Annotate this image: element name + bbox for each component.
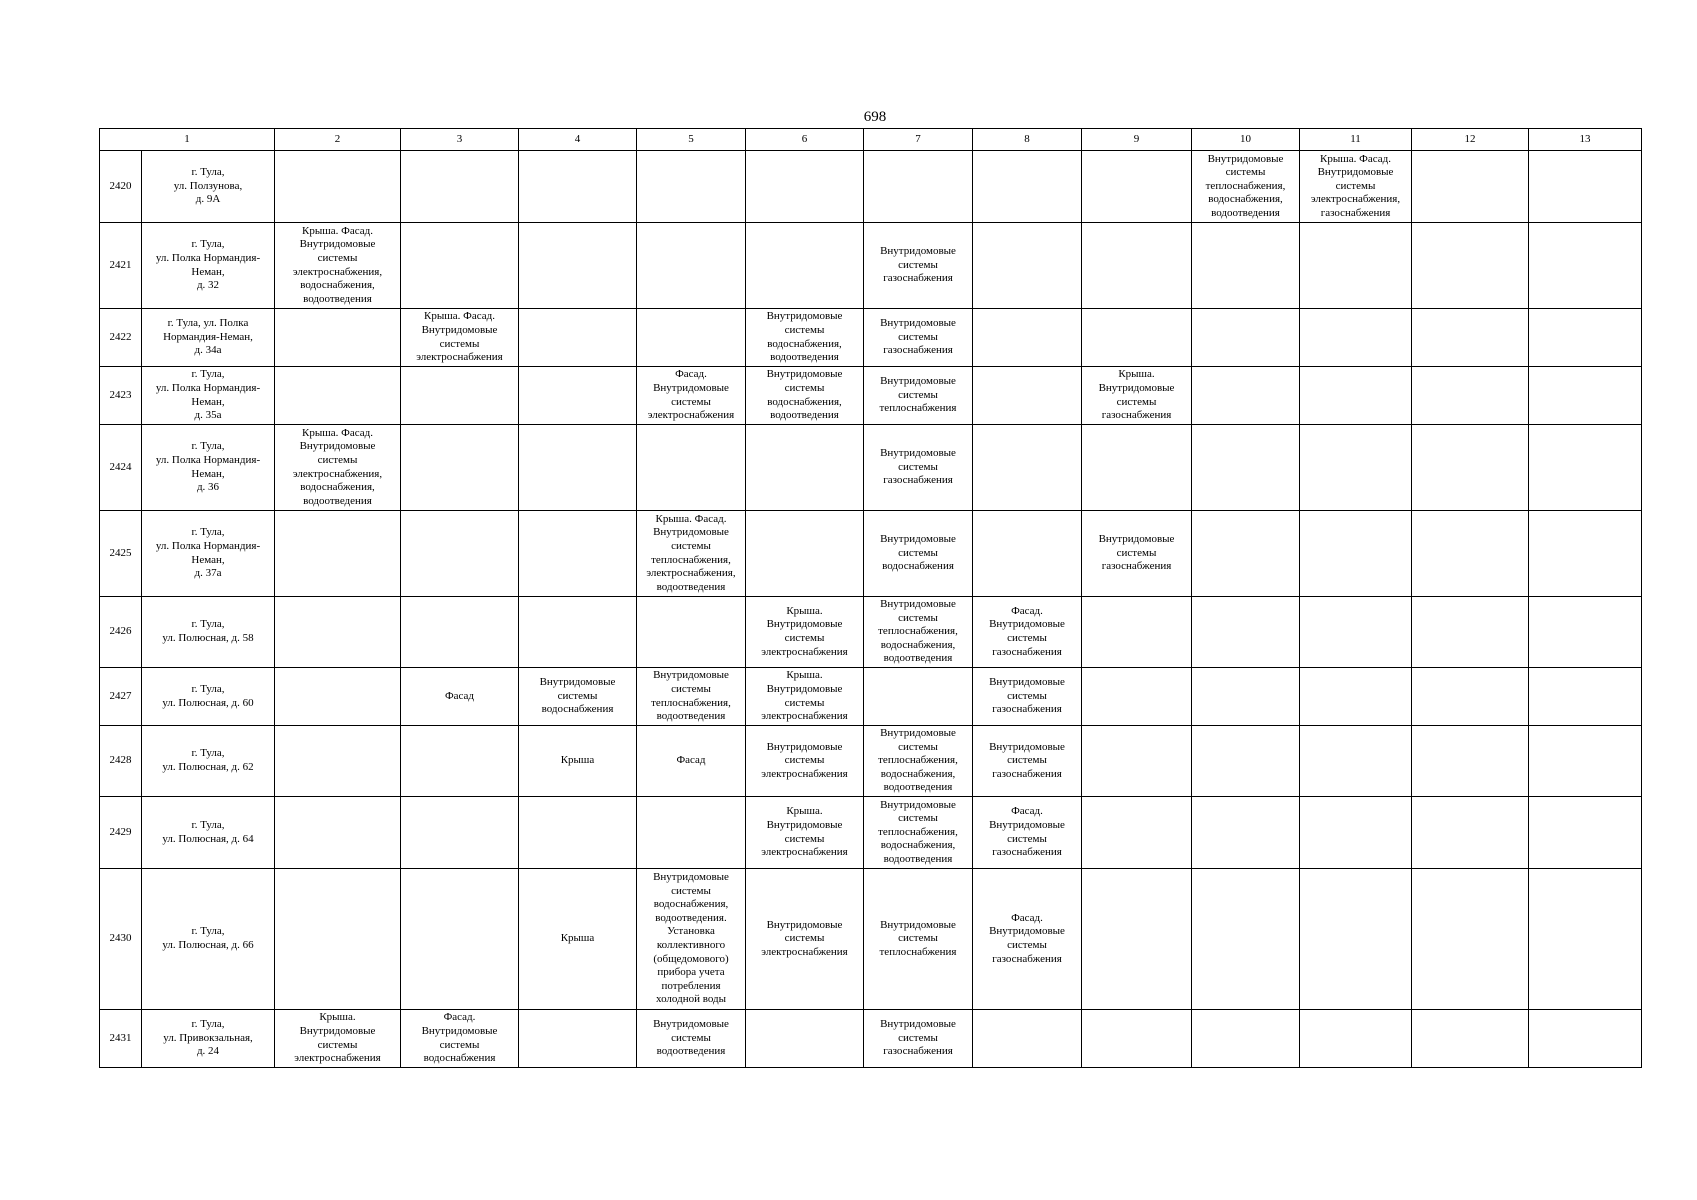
work-type-cell: Внутридомовые системы теплоснабжения (864, 869, 973, 1010)
column-number-header: 6 (746, 129, 864, 151)
table-row (100, 223, 1642, 309)
table-row (100, 797, 1642, 869)
work-type-cell: Крыша. Фасад. Внутридомовые системы электроснабжения, водоснабжения, водоотведения (275, 425, 401, 511)
work-type-cell (1082, 151, 1192, 223)
work-type-cell (637, 797, 746, 869)
work-type-cell (1529, 425, 1642, 511)
work-type-cell (637, 425, 746, 511)
work-type-cell (1529, 668, 1642, 726)
work-type-cell (1192, 1010, 1300, 1068)
work-type-cell (973, 309, 1082, 367)
row-number: 2420 (100, 151, 142, 223)
work-type-cell: Фасад. Внутридомовые системы газоснабжения (973, 597, 1082, 668)
work-type-cell (519, 597, 637, 668)
work-type-cell (1300, 726, 1412, 797)
work-type-cell: Внутридомовые системы газоснабжения (864, 309, 973, 367)
address-cell: г. Тула, ул. Полка Нормандия- Неман, д. 36 (142, 425, 275, 511)
work-type-cell (1192, 223, 1300, 309)
work-type-cell (1192, 309, 1300, 367)
column-number-header: 1 (100, 129, 275, 151)
work-type-cell: Внутридомовые системы газоснабжения (864, 223, 973, 309)
work-type-cell (275, 367, 401, 425)
work-type-cell (275, 869, 401, 1010)
address-cell: г. Тула, ул. Полюсная, д. 64 (142, 797, 275, 869)
work-type-cell (401, 511, 519, 597)
row-number: 2431 (100, 1010, 142, 1068)
work-type-cell (1192, 367, 1300, 425)
work-type-cell (275, 726, 401, 797)
work-type-cell: Внутридомовые системы теплоснабжения (864, 367, 973, 425)
address-cell: г. Тула, ул. Полка Нормандия- Неман, д. 35а (142, 367, 275, 425)
work-type-cell (1412, 511, 1529, 597)
work-type-cell (1300, 1010, 1412, 1068)
work-type-cell: Крыша. Фасад. Внутридомовые системы теплоснабжения, электроснабжения, водоотведения (637, 511, 746, 597)
work-type-cell: Фасад (637, 726, 746, 797)
work-type-cell (1529, 151, 1642, 223)
work-type-cell: Фасад. Внутридомовые системы водоснабжения (401, 1010, 519, 1068)
work-type-cell (1192, 668, 1300, 726)
work-type-cell (1412, 425, 1529, 511)
table-row (100, 597, 1642, 668)
work-type-cell (637, 309, 746, 367)
work-type-cell (1082, 668, 1192, 726)
column-number-header: 10 (1192, 129, 1300, 151)
work-type-cell (1412, 151, 1529, 223)
repair-schedule-table (99, 128, 1642, 1068)
address-cell: г. Тула, ул. Полюсная, д. 62 (142, 726, 275, 797)
work-type-cell (401, 869, 519, 1010)
work-type-cell (1192, 597, 1300, 668)
work-type-cell (1082, 1010, 1192, 1068)
work-type-cell (1300, 223, 1412, 309)
work-type-cell: Крыша. Внутридомовые системы электроснабжения (746, 597, 864, 668)
work-type-cell (401, 367, 519, 425)
work-type-cell (401, 597, 519, 668)
table-row (100, 425, 1642, 511)
work-type-cell: Внутридомовые системы газоснабжения (973, 668, 1082, 726)
work-type-cell: Крыша. Фасад. Внутридомовые системы электроснабжения, водоснабжения, водоотведения (275, 223, 401, 309)
table-body (100, 129, 1642, 1068)
work-type-cell: Внутридомовые системы теплоснабжения, водоснабжения, водоотведения (1192, 151, 1300, 223)
work-type-cell (1300, 309, 1412, 367)
table-row (100, 726, 1642, 797)
address-cell: г. Тула, ул. Полка Нормандия-Неман, д. 34а (142, 309, 275, 367)
work-type-cell (1412, 869, 1529, 1010)
work-type-cell (1412, 367, 1529, 425)
work-type-cell (746, 223, 864, 309)
work-type-cell (1300, 367, 1412, 425)
work-type-cell: Крыша (519, 726, 637, 797)
work-type-cell (1082, 597, 1192, 668)
column-number-header: 13 (1529, 129, 1642, 151)
work-type-cell (1412, 597, 1529, 668)
work-type-cell (1192, 425, 1300, 511)
work-type-cell: Крыша. Внутридомовые системы электроснабжения (746, 668, 864, 726)
work-type-cell: Внутридомовые системы электроснабжения (746, 869, 864, 1010)
work-type-cell: Внутридомовые системы теплоснабжения, водоснабжения, водоотведения (864, 726, 973, 797)
work-type-cell (1412, 223, 1529, 309)
work-type-cell (1300, 597, 1412, 668)
work-type-cell: Фасад (401, 668, 519, 726)
work-type-cell (519, 223, 637, 309)
column-number-header: 5 (637, 129, 746, 151)
row-number: 2430 (100, 869, 142, 1010)
work-type-cell (1192, 797, 1300, 869)
column-number-header-row (100, 129, 1642, 151)
column-number-header: 7 (864, 129, 973, 151)
work-type-cell: Внутридомовые системы газоснабжения (864, 425, 973, 511)
work-type-cell (637, 597, 746, 668)
table-row (100, 367, 1642, 425)
work-type-cell: Внутридомовые системы водоснабжения (864, 511, 973, 597)
work-type-cell (1529, 511, 1642, 597)
work-type-cell: Внутридомовые системы теплоснабжения, водоотведения (637, 668, 746, 726)
work-type-cell (1529, 367, 1642, 425)
work-type-cell (864, 151, 973, 223)
work-type-cell (1192, 511, 1300, 597)
work-type-cell (1082, 425, 1192, 511)
work-type-cell: Внутридомовые системы водоснабжения, водоотведения (746, 367, 864, 425)
work-type-cell (401, 151, 519, 223)
work-type-cell (973, 367, 1082, 425)
column-number-header: 9 (1082, 129, 1192, 151)
work-type-cell (1300, 797, 1412, 869)
work-type-cell (519, 797, 637, 869)
work-type-cell (1412, 726, 1529, 797)
work-type-cell (1529, 309, 1642, 367)
work-type-cell (1082, 223, 1192, 309)
work-type-cell (1412, 309, 1529, 367)
work-type-cell (275, 309, 401, 367)
work-type-cell (1412, 1010, 1529, 1068)
work-type-cell (401, 223, 519, 309)
work-type-cell (1300, 668, 1412, 726)
row-number: 2427 (100, 668, 142, 726)
work-type-cell (1529, 726, 1642, 797)
work-type-cell (864, 668, 973, 726)
work-type-cell: Фасад. Внутридомовые системы газоснабжения (973, 797, 1082, 869)
work-type-cell (1300, 869, 1412, 1010)
work-type-cell (973, 151, 1082, 223)
work-type-cell (519, 425, 637, 511)
work-type-cell: Внутридомовые системы газоснабжения (973, 726, 1082, 797)
work-type-cell (1192, 726, 1300, 797)
work-type-cell (973, 223, 1082, 309)
work-type-cell (1529, 797, 1642, 869)
work-type-cell: Внутридомовые системы теплоснабжения, водоснабжения, водоотведения (864, 597, 973, 668)
page-number: 698 (863, 109, 887, 125)
column-number-header: 12 (1412, 129, 1529, 151)
work-type-cell: Внутридомовые системы газоснабжения (1082, 511, 1192, 597)
work-type-cell: Крыша. Внутридомовые системы электроснабжения (275, 1010, 401, 1068)
column-number-header: 11 (1300, 129, 1412, 151)
row-number: 2423 (100, 367, 142, 425)
row-number: 2422 (100, 309, 142, 367)
work-type-cell (1412, 668, 1529, 726)
table-row (100, 511, 1642, 597)
row-number: 2421 (100, 223, 142, 309)
work-type-cell (1529, 223, 1642, 309)
work-type-cell: Внутридомовые системы электроснабжения (746, 726, 864, 797)
work-type-cell: Крыша. Внутридомовые системы электроснабжения (746, 797, 864, 869)
address-cell: г. Тула, ул. Полка Нормандия- Неман, д. 32 (142, 223, 275, 309)
work-type-cell (1529, 1010, 1642, 1068)
work-type-cell (401, 726, 519, 797)
work-type-cell (1529, 597, 1642, 668)
work-type-cell: Крыша. Фасад. Внутридомовые системы электроснабжения, газоснабжения (1300, 151, 1412, 223)
table-row (100, 309, 1642, 367)
work-type-cell: Крыша. Фасад. Внутридомовые системы электроснабжения (401, 309, 519, 367)
work-type-cell (519, 1010, 637, 1068)
work-type-cell (1082, 726, 1192, 797)
work-type-cell (973, 511, 1082, 597)
table-row (100, 668, 1642, 726)
address-cell: г. Тула, ул. Привокзальная, д. 24 (142, 1010, 275, 1068)
work-type-cell: Внутридомовые системы водоснабжения, водоотведения. Установка коллективного (общедомового) прибора учета потребления холодной воды (637, 869, 746, 1010)
work-type-cell (519, 367, 637, 425)
table-row (100, 869, 1642, 1010)
work-type-cell (275, 597, 401, 668)
work-type-cell (1192, 869, 1300, 1010)
column-number-header: 4 (519, 129, 637, 151)
row-number: 2429 (100, 797, 142, 869)
column-number-header: 8 (973, 129, 1082, 151)
row-number: 2425 (100, 511, 142, 597)
row-number: 2424 (100, 425, 142, 511)
work-type-cell (519, 309, 637, 367)
work-type-cell: Крыша. Внутридомовые системы газоснабжения (1082, 367, 1192, 425)
work-type-cell (1300, 425, 1412, 511)
address-cell: г. Тула, ул. Ползунова, д. 9А (142, 151, 275, 223)
address-cell: г. Тула, ул. Полка Нормандия- Неман, д. 37а (142, 511, 275, 597)
work-type-cell (275, 668, 401, 726)
work-type-cell (973, 1010, 1082, 1068)
work-type-cell: Фасад. Внутридомовые системы электроснабжения (637, 367, 746, 425)
column-number-header: 2 (275, 129, 401, 151)
work-type-cell (275, 797, 401, 869)
work-type-cell (401, 425, 519, 511)
address-cell: г. Тула, ул. Полюсная, д. 58 (142, 597, 275, 668)
work-type-cell (746, 151, 864, 223)
work-type-cell (1082, 869, 1192, 1010)
work-type-cell (275, 151, 401, 223)
work-type-cell: Внутридомовые системы теплоснабжения, водоснабжения, водоотведения (864, 797, 973, 869)
address-cell: г. Тула, ул. Полюсная, д. 66 (142, 869, 275, 1010)
work-type-cell: Внутридомовые системы водоснабжения, водоотведения (746, 309, 864, 367)
work-type-cell (1082, 309, 1192, 367)
table-row (100, 151, 1642, 223)
work-type-cell (401, 797, 519, 869)
work-type-cell (746, 425, 864, 511)
work-type-cell: Внутридомовые системы водоотведения (637, 1010, 746, 1068)
work-type-cell (637, 223, 746, 309)
table-row (100, 1010, 1642, 1068)
work-type-cell (1412, 797, 1529, 869)
work-type-cell (746, 1010, 864, 1068)
work-type-cell (519, 511, 637, 597)
work-type-cell (1082, 797, 1192, 869)
work-type-cell (275, 511, 401, 597)
work-type-cell (746, 511, 864, 597)
work-type-cell (637, 151, 746, 223)
address-cell: г. Тула, ул. Полюсная, д. 60 (142, 668, 275, 726)
work-type-cell: Фасад. Внутридомовые системы газоснабжения (973, 869, 1082, 1010)
row-number: 2428 (100, 726, 142, 797)
column-number-header: 3 (401, 129, 519, 151)
work-type-cell: Внутридомовые системы водоснабжения (519, 668, 637, 726)
row-number: 2426 (100, 597, 142, 668)
work-type-cell (1300, 511, 1412, 597)
work-type-cell (1529, 869, 1642, 1010)
work-type-cell (973, 425, 1082, 511)
work-type-cell (519, 151, 637, 223)
work-type-cell: Крыша (519, 869, 637, 1010)
work-type-cell: Внутридомовые системы газоснабжения (864, 1010, 973, 1068)
